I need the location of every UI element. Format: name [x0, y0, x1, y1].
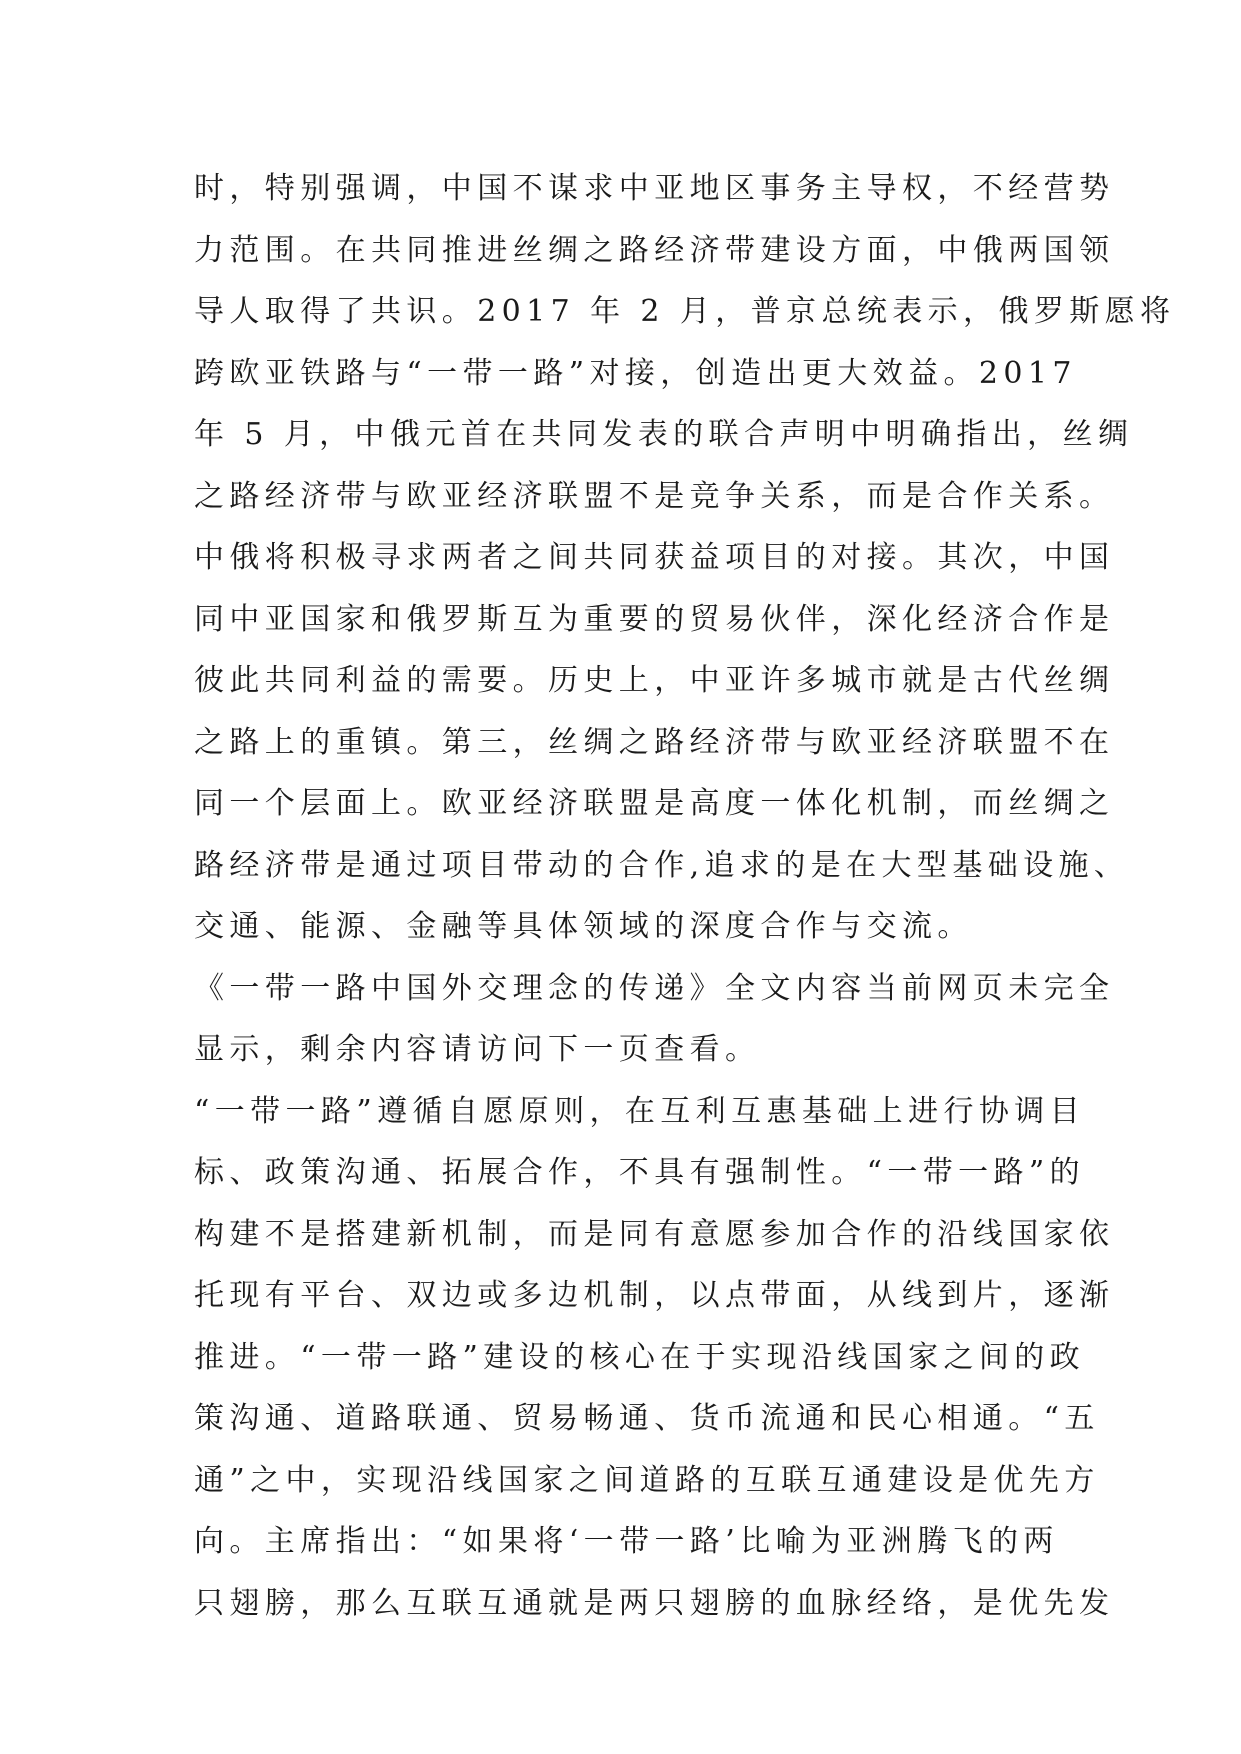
text-line: 交通、能源、金融等具体领域的深度合作与交流。	[194, 909, 973, 944]
body-text	[194, 158, 1176, 1634]
text-line: 显示，剩余内容请访问下一页查看。	[194, 1032, 761, 1067]
text-line: 托现有平台、双边或多边机制，以点带面，从线到片，逐渐	[194, 1278, 1115, 1313]
text-line: 推进。“一带一路”建设的核心在于实现沿线国家之间的政	[194, 1339, 1086, 1375]
text-line: 路经济带是通过项目带动的合作,追求的是在大型基础设施、	[194, 847, 1130, 883]
text-line: 构建不是搭建新机制，而是同有意愿参加合作的沿线国家依	[194, 1216, 1115, 1252]
text-line: 彼此共同利益的需要。历史上，中亚许多城市就是古代丝绸	[194, 663, 1115, 698]
text-line: 年 5 月，中俄元首在共同发表的联合声明中明确指出，丝绸	[194, 417, 1134, 452]
text-line: 中俄将积极寻求两者之间共同获益项目的对接。其次，中国	[194, 540, 1115, 575]
text-line: 《一带一路中国外交理念的传递》全文内容当前网页未完全	[194, 970, 1115, 1006]
text-line: 之路上的重镇。第三，丝绸之路经济带与欧亚经济联盟不在	[194, 724, 1115, 760]
text-line: 策沟通、道路联通、贸易畅通、货币流通和民心相通。“五	[194, 1401, 1100, 1436]
text-line: 只翅膀，那么互联互通就是两只翅膀的血脉经络，是优先发	[194, 1585, 1115, 1621]
text-line: “一带一路”遵循自愿原则，在互利互惠基础上进行协调目	[194, 1093, 1086, 1129]
text-line: 标、政策沟通、拓展合作，不具有强制性。“一带一路”的	[194, 1155, 1086, 1190]
text-line: 通”之中，实现沿线国家之间道路的互联互通建设是优先方	[194, 1462, 1100, 1498]
text-line: 跨欧亚铁路与“一带一路”对接，创造出更大效益。2017	[194, 355, 1077, 391]
text-line: 力范围。在共同推进丝绸之路经济带建设方面，中俄两国领	[194, 232, 1115, 268]
text-line: 同一个层面上。欧亚经济联盟是高度一体化机制，而丝绸之	[194, 786, 1115, 821]
text-line: 向。主席指出：“如果将‘一带一路’比喻为亚洲腾飞的两	[194, 1524, 1059, 1559]
text-line: 导人取得了共识。2017 年 2 月，普京总统表示，俄罗斯愿将	[194, 294, 1176, 329]
text-line: 同中亚国家和俄罗斯互为重要的贸易伙伴，深化经济合作是	[194, 601, 1115, 637]
text-line: 时，特别强调，中国不谋求中亚地区事务主导权，不经营势	[194, 171, 1115, 206]
text-line: 之路经济带与欧亚经济联盟不是竞争关系，而是合作关系。	[194, 478, 1115, 514]
